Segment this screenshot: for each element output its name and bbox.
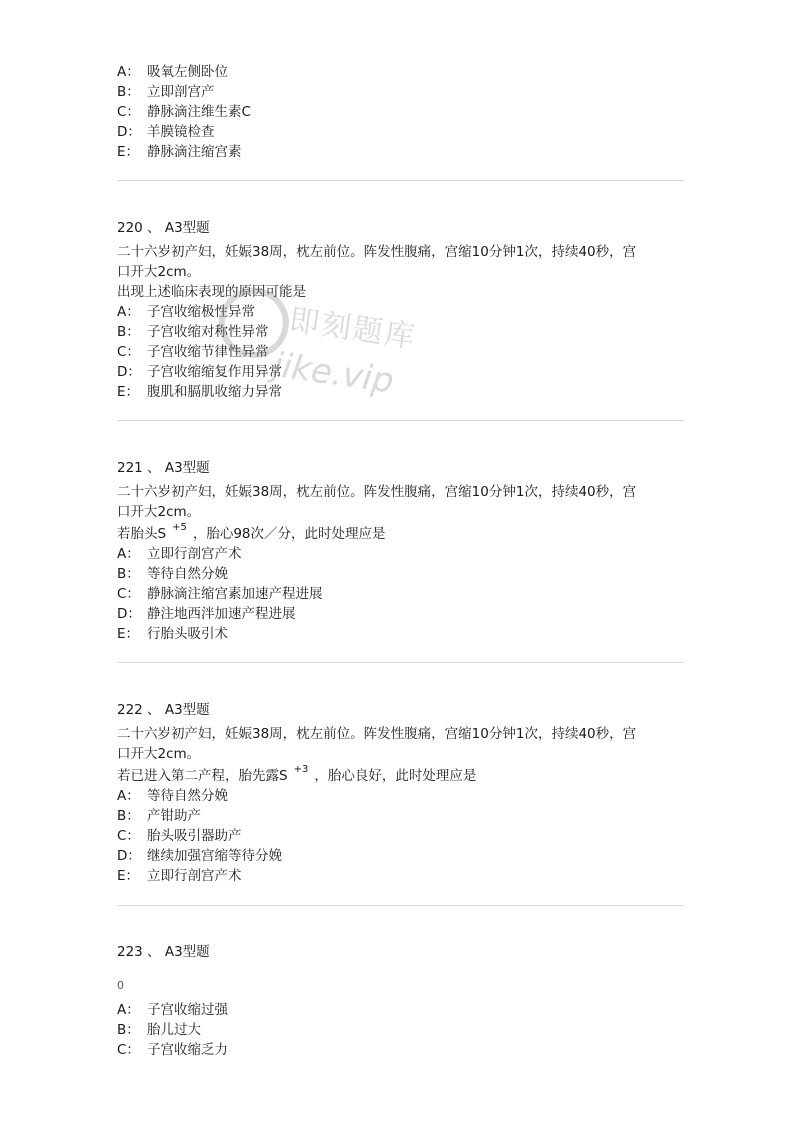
- option-b: B： 立即剖宫产: [117, 84, 215, 100]
- question-stem: 二十六岁初产妇，妊娠38周，枕左前位。阵发性腹痛，宫缩10分钟1次，持续40秒，宫: [117, 244, 637, 260]
- option-d: D： 静注地西泮加速产程进展: [117, 606, 296, 622]
- question-divider: [117, 662, 684, 663]
- option-d: D： 子宫收缩缩复作用异常: [117, 364, 282, 380]
- question-prompt: 出现上述临床表现的原因可能是: [117, 284, 306, 300]
- question-divider: [117, 420, 684, 421]
- option-a: A： 吸氧左侧卧位: [117, 64, 228, 80]
- option-c: C： 子宫收缩节律性异常: [117, 344, 269, 360]
- question-header: 223 、 A3型题: [117, 944, 210, 960]
- option-a: A： 立即行剖宫产术: [117, 546, 242, 562]
- question-prompt: 若胎头S $^{+5}$ ，胎心98次／分，此时处理应是: [117, 522, 386, 542]
- question-stem-cont: 口开大2cm。: [117, 264, 201, 280]
- option-e: E： 立即行剖宫产术: [117, 868, 242, 884]
- option-b: B： 子宫收缩对称性异常: [117, 324, 269, 340]
- option-b: B： 胎儿过大: [117, 1022, 201, 1038]
- question-stem: 二十六岁初产妇，妊娠38周，枕左前位。阵发性腹痛，宫缩10分钟1次，持续40秒，宫: [117, 726, 637, 742]
- question-stem: 0: [117, 979, 124, 992]
- option-e: E： 行胎头吸引术: [117, 626, 228, 642]
- option-d: D： 羊膜镜检查: [117, 124, 215, 140]
- question-stem-cont: 口开大2cm。: [117, 504, 201, 520]
- question-prompt: 若已进入第二产程，胎先露S $^{+3}$ ，胎心良好，此时处理应是: [117, 764, 477, 784]
- option-c: C： 静脉滴注维生素C: [117, 104, 251, 120]
- watermark-url: jike.vip: [270, 345, 397, 402]
- option-c: C： 静脉滴注缩宫素加速产程进展: [117, 586, 323, 602]
- option-c: C： 胎头吸引器助产: [117, 828, 242, 844]
- option-e: E： 静脉滴注缩宫素: [117, 144, 242, 160]
- station-superscript: +5: [172, 522, 187, 533]
- question-stem: 二十六岁初产妇，妊娠38周，枕左前位。阵发性腹痛，宫缩10分钟1次，持续40秒，宫: [117, 484, 637, 500]
- question-stem-cont: 口开大2cm。: [117, 746, 201, 762]
- option-a: A： 等待自然分娩: [117, 788, 228, 804]
- option-b: B： 等待自然分娩: [117, 566, 228, 582]
- option-a: A： 子宫收缩极性异常: [117, 304, 255, 320]
- option-a: A： 子宫收缩过强: [117, 1002, 228, 1018]
- watermark-brand: 即刻题库: [287, 302, 419, 356]
- option-d: D： 继续加强宫缩等待分娩: [117, 848, 282, 864]
- question-divider: [117, 905, 684, 906]
- question-header: 222 、 A3型题: [117, 702, 210, 718]
- station-superscript: +3: [293, 764, 309, 775]
- question-header: 221 、 A3型题: [117, 460, 210, 476]
- option-b: B： 产钳助产: [117, 808, 201, 824]
- question-divider: [117, 180, 684, 181]
- option-c: C： 子宫收缩乏力: [117, 1042, 228, 1058]
- question-header: 220 、 A3型题: [117, 220, 210, 236]
- option-e: E： 腹肌和膈肌收缩力异常: [117, 384, 282, 400]
